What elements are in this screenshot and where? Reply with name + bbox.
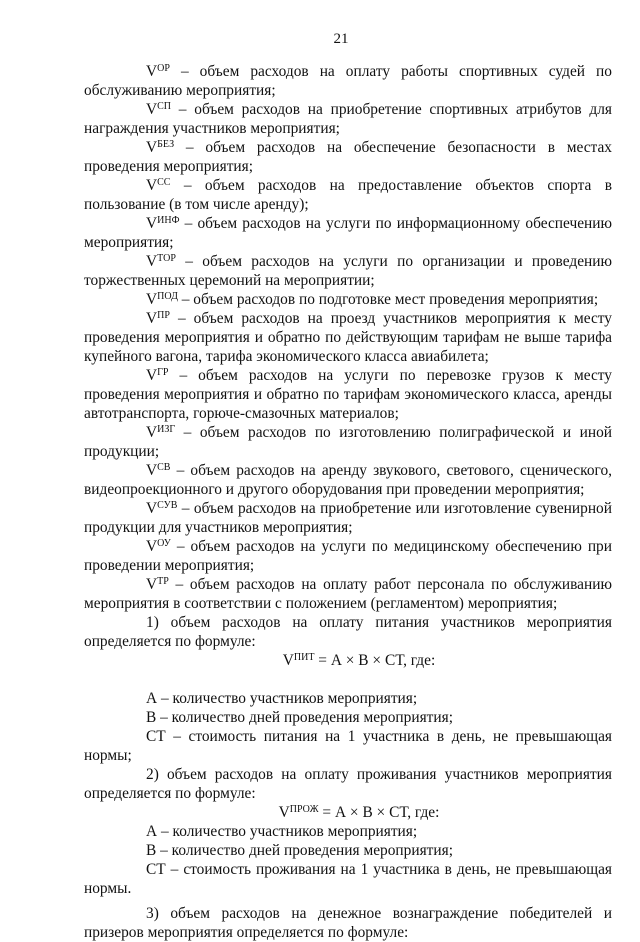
variable-symbol: V — [146, 310, 158, 327]
definition-v-tor — [84, 252, 612, 290]
definition-v-tr — [84, 575, 612, 613]
definition-v-inf — [84, 214, 612, 252]
definition-v-sp — [84, 100, 612, 138]
definition-v-ss — [84, 176, 612, 214]
variable-superscript: ГР — [157, 367, 169, 378]
definition-text: – объем расходов по подготовке мест проведения мероприятия; — [177, 291, 599, 308]
formula-pit — [84, 651, 612, 670]
formula-symbol: V — [282, 652, 294, 669]
definition-v-gr — [84, 366, 612, 423]
definition-v-bez — [84, 138, 612, 176]
variable-symbol: V — [146, 538, 158, 555]
variable-superscript: СП — [157, 101, 172, 112]
definition-text: – объем расходов на обеспечение безопасности в местах проведения мероприятия; — [84, 139, 612, 175]
variable-symbol: V — [146, 63, 158, 80]
section-1-intro: 1) объем расходов на оплату питания участников мероприятия определяется по формуле: — [84, 614, 612, 650]
variable-symbol: V — [146, 367, 158, 384]
variable-superscript: ПОД — [157, 291, 178, 302]
variable-superscript: ПР — [157, 310, 170, 321]
definition-text: – объем расходов на услуги по организации и проведению торжественных церемоний на мероприятии; — [84, 253, 612, 289]
section-1-def-st: СТ – стоимость питания на 1 участника в день, не превышающая нормы; — [84, 728, 612, 764]
variable-superscript: ОР — [157, 63, 170, 74]
variable-superscript: ИЗГ — [157, 424, 176, 435]
variable-superscript: ИНФ — [157, 215, 180, 226]
variable-symbol: V — [146, 177, 158, 194]
definition-text: – объем расходов по изготовлению полиграфической и иной продукции; — [84, 424, 612, 460]
formula-symbol: V — [278, 804, 290, 821]
formula-body: = А × В × СТ, где: — [318, 804, 440, 821]
definition-text: – объем расходов на предоставление объектов спорта в пользование (в том числе аренду); — [84, 177, 612, 213]
definition-v-izg — [84, 423, 612, 461]
formula-proj — [84, 803, 612, 822]
definition-text: – объем расходов на приобретение спортивных атрибутов для награждения участников мероприятия; — [84, 101, 612, 137]
definition-v-sv — [84, 461, 612, 499]
variable-symbol: V — [146, 291, 158, 308]
section-3-intro: 3) объем расходов на денежное вознаграждение победителей и призеров мероприятия определяется по формуле: — [84, 905, 612, 941]
section-1-def-a: А – количество участников мероприятия; — [146, 690, 418, 707]
variable-superscript: СУВ — [157, 500, 178, 511]
variable-superscript: ОУ — [157, 538, 171, 549]
definition-text: – объем расходов на оплату работы спортивных судей по обслуживанию мероприятия; — [84, 63, 612, 99]
definition-text: – объем расходов на услуги по медицинскому обеспечению при проведении мероприятия; — [84, 538, 612, 574]
definition-text: – объем расходов на услуги по информационному обеспечению мероприятия; — [84, 215, 612, 251]
section-2-def-a: А – количество участников мероприятия; — [146, 823, 418, 840]
definition-text: – объем расходов на приобретение или изготовление сувенирной продукции для участников мероприятия; — [84, 500, 612, 536]
variable-symbol: V — [146, 462, 158, 479]
variable-symbol: V — [146, 139, 158, 156]
document-body — [84, 62, 612, 942]
page-number: 21 — [333, 31, 349, 47]
variable-symbol: V — [146, 576, 158, 593]
section-1-def-b: В – количество дней проведения мероприятия; — [146, 709, 453, 726]
definition-v-pod — [84, 290, 612, 309]
variable-symbol: V — [146, 215, 158, 232]
variable-symbol: V — [146, 101, 158, 118]
definition-text: – объем расходов на аренду звукового, светового, сценического, видеопроекционного и другого оборудования при проведении мероприятия; — [84, 462, 612, 498]
variable-superscript: БЕЗ — [157, 139, 175, 150]
variable-superscript: СС — [157, 177, 171, 188]
variable-superscript: ТОР — [157, 253, 176, 264]
variable-superscript: ТР — [157, 576, 169, 587]
definition-text: – объем расходов на оплату работ персонала по обслуживанию мероприятия в соответствии с положением (регламентом) мероприятия; — [84, 576, 612, 612]
section-2-intro: 2) объем расходов на оплату проживания участников мероприятия определяется по формуле: — [84, 766, 612, 802]
variable-symbol: V — [146, 253, 158, 270]
variable-symbol: V — [146, 424, 158, 441]
variable-superscript: СВ — [157, 462, 171, 473]
definition-v-pr — [84, 309, 612, 366]
formula-superscript: ПРОЖ — [289, 804, 319, 815]
definition-v-ou — [84, 537, 612, 575]
document-page — [84, 30, 612, 942]
definition-v-suv — [84, 499, 612, 537]
section-2-def-st: СТ – стоимость проживания на 1 участника в день, не превышающая нормы. — [84, 861, 612, 897]
section-2-def-b: В – количество дней проведения мероприятия; — [146, 842, 453, 859]
formula-body: = А × В × СТ, где: — [314, 652, 436, 669]
definition-v-or — [84, 62, 612, 100]
definition-text: – объем расходов на проезд участников мероприятия к месту проведения мероприятия и обратно по действующим тарифам не выше тарифа купейного вагона, тарифа экономического класса авиабилета; — [84, 310, 612, 365]
variable-symbol: V — [146, 500, 158, 517]
spacer — [84, 670, 612, 689]
definition-text: – объем расходов на услуги по перевозке грузов к месту проведения мероприятия и обратно по тарифам экономического класса, аренды автотранспорта, горюче-смазочных материалов; — [84, 367, 612, 422]
formula-superscript: ПИТ — [293, 652, 315, 663]
